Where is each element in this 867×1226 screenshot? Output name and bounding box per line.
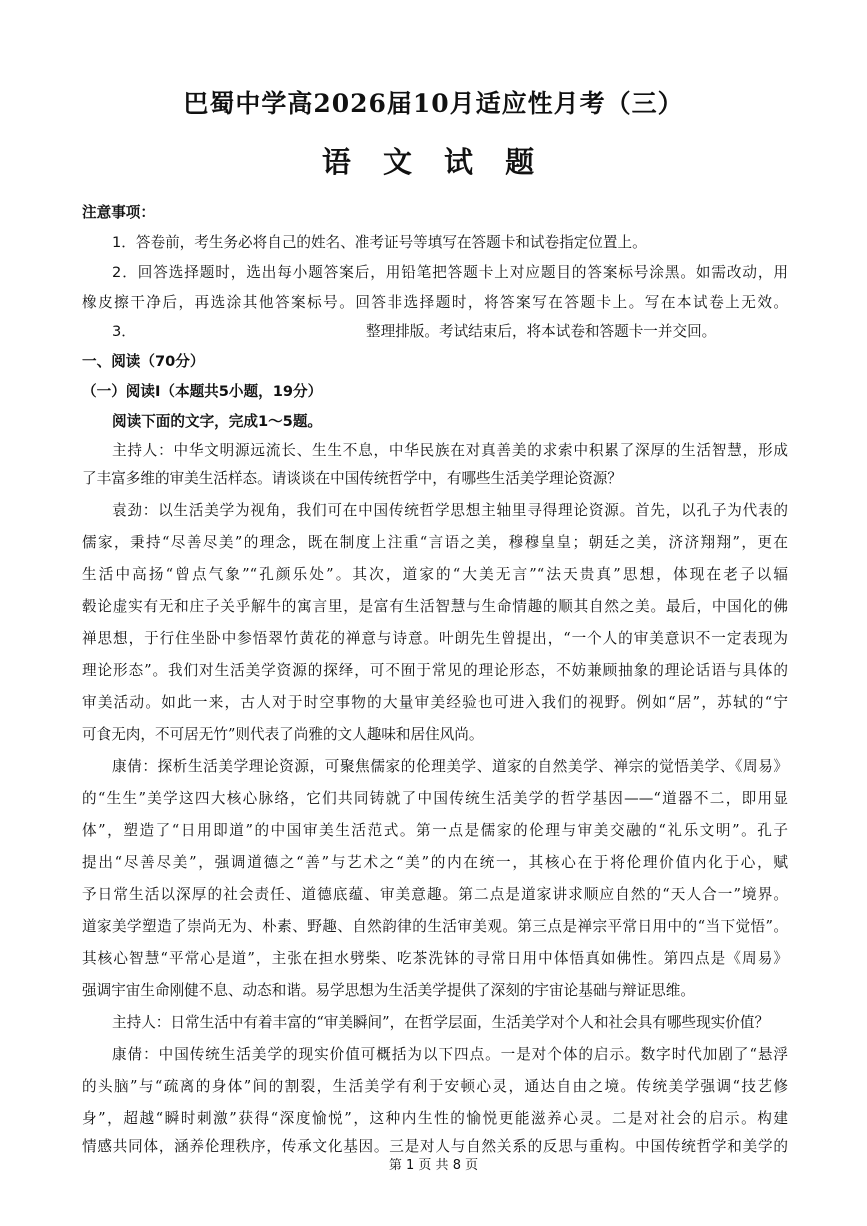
passage-line: 主持人：日常生活中有着丰富的“审美瞬间”，在哲学层面，生活美学对个人和社会具有哪些现实价值？ (112, 1014, 770, 1031)
reading-instruction: 阅读下面的文字，完成1～5题。 (112, 413, 323, 430)
passage-line: 的“生生”美学这四大核心脉络，它们共同铸就了中国传统生活美学的哲学基因——“道器不二，即用显 (82, 790, 788, 807)
section-part-1: 一、阅读（70分） (82, 353, 205, 370)
passage-line: 予日常生活以深厚的社会责任、道德底蕴、审美意趣。第二点是道家讲求顺应自然的“天人合一”境界。 (82, 886, 788, 903)
notes-item-2-line-2: 橡皮擦干净后，再选涂其他答案标号。回答非选择题时，将答案写在答题卡上。写在本试卷上无效。 (82, 294, 788, 311)
exam-title: 巴蜀中学高2026届10月适应性月考（三） (183, 89, 684, 118)
passage-line: 体”，塑造了“日用即道”的中国审美生活范式。第一点是儒家的伦理与审美交融的“礼乐文明”。孔子 (82, 822, 788, 839)
passage-line: 毂论虚实有无和庄子关乎解牛的寓言里，是富有生活智慧与生命情趣的顺其自然之美。最后，中国化的佛 (82, 598, 788, 615)
passage-line: 袁劲：以生活美学为视角，我们可在中国传统哲学思想主轴里寻得理论资源。首先，以孔子为代表的 (112, 502, 788, 519)
page-number: 第 1 页 共 8 页 (388, 1158, 479, 1173)
passage-line: 儒家，秉持“尽善尽美”的理念，既在制度上注重“言语之美，穆穆皇皇；朝廷之美，济济翔翔”，更在 (82, 534, 788, 551)
passage-line: 道家美学塑造了崇尚无为、朴素、野趣、自然韵律的生活审美观。第三点是禅宗平常日用中的“当下觉悟”。 (82, 918, 788, 935)
passage-line: 身”，超越“瞬时刺激”获得“深度愉悦”，这种内生性的愉悦更能滋养心灵。二是对社会的启示。构建 (82, 1110, 788, 1127)
passage-line: 主持人：中华文明源远流长、生生不息，中华民族在对真善美的求索中积累了深厚的生活智慧，形成 (112, 442, 788, 459)
passage-line: 其核心智慧“平常心是道”，主张在担水劈柴、吃茶洗钵的寻常日用中体悟真如佛性。第四点是《周易》 (82, 950, 788, 967)
passage-line: 禅思想，于行住坐卧中参悟翠竹黄花的禅意与诗意。叶朗先生曾提出，“一个人的审美意识不一定表现为 (82, 630, 788, 647)
passage-line: 理论形态”。我们对生活美学资源的探绎，可不囿于常见的理论形态，不妨兼顾抽象的理论话语与具体的 (82, 662, 788, 679)
passage-line: 审美活动。如此一来，古人对于时空事物的大量审美经验也可进入我们的视野。例如“居”，苏轼的“宁 (82, 694, 788, 711)
exam-subject-title: 语 文 试 题 (321, 145, 546, 179)
passage-line: 康倩：探析生活美学理论资源，可聚焦儒家的伦理美学、道家的自然美学、禅宗的觉悟美学、《周易》 (112, 758, 788, 775)
passage-line: 情感共同体，涵养伦理秩序，传承文化基因。三是对人与自然关系的反思与重构。中国传统哲学和美学的 (82, 1138, 788, 1155)
notes-item-1: 1．答卷前，考生务必将自己的姓名、准考证号等填写在答题卡和试卷指定位置上。 (112, 234, 647, 251)
notes-item-3-text: 整理排版。考试结束后，将本试卷和答题卡一并交回。 (366, 323, 717, 340)
passage-line: 可食无肉，不可居无竹”则代表了尚雅的文人趣味和居住风尚。 (82, 726, 484, 743)
passage-line: 提出“尽善尽美”，强调道德之“善”与艺术之“美”的内在统一，其核心在于将伦理价值内化于心，赋 (82, 854, 788, 871)
passage-line: 生活中高扬“曾点气象”“孔颜乐处”。其次，道家的“大美无言”“法天贵真”思想，体现在老子以辐 (82, 566, 788, 583)
passage-line: 了丰富多维的审美生活样态。请谈谈在中国传统哲学中，有哪些生活美学理论资源？ (82, 470, 622, 487)
section-reading-1: （一）阅读Ⅰ（本题共5小题，19分） (82, 383, 323, 400)
passage-line: 强调宇宙生命刚健不息、动态和谐。易学思想为生活美学提供了深刻的宇宙论基础与辩证思维。 (82, 982, 695, 999)
passage-line: 康倩：中国传统生活美学的现实价值可概括为以下四点。一是对个体的启示。数字时代加剧了“悬浮 (112, 1046, 788, 1063)
passage-line: 的头脑”与“疏离的身体”间的割裂，生活美学有利于安顿心灵，通达自由之境。传统美学强调“技艺修 (82, 1078, 788, 1095)
notes-item-2-line-1: 2．回答选择题时，选出每小题答案后，用铅笔把答题卡上对应题目的答案标号涂黑。如需改动，用 (112, 264, 788, 281)
notes-item-3-number: 3． (112, 323, 136, 340)
notes-heading: 注意事项： (82, 204, 155, 221)
